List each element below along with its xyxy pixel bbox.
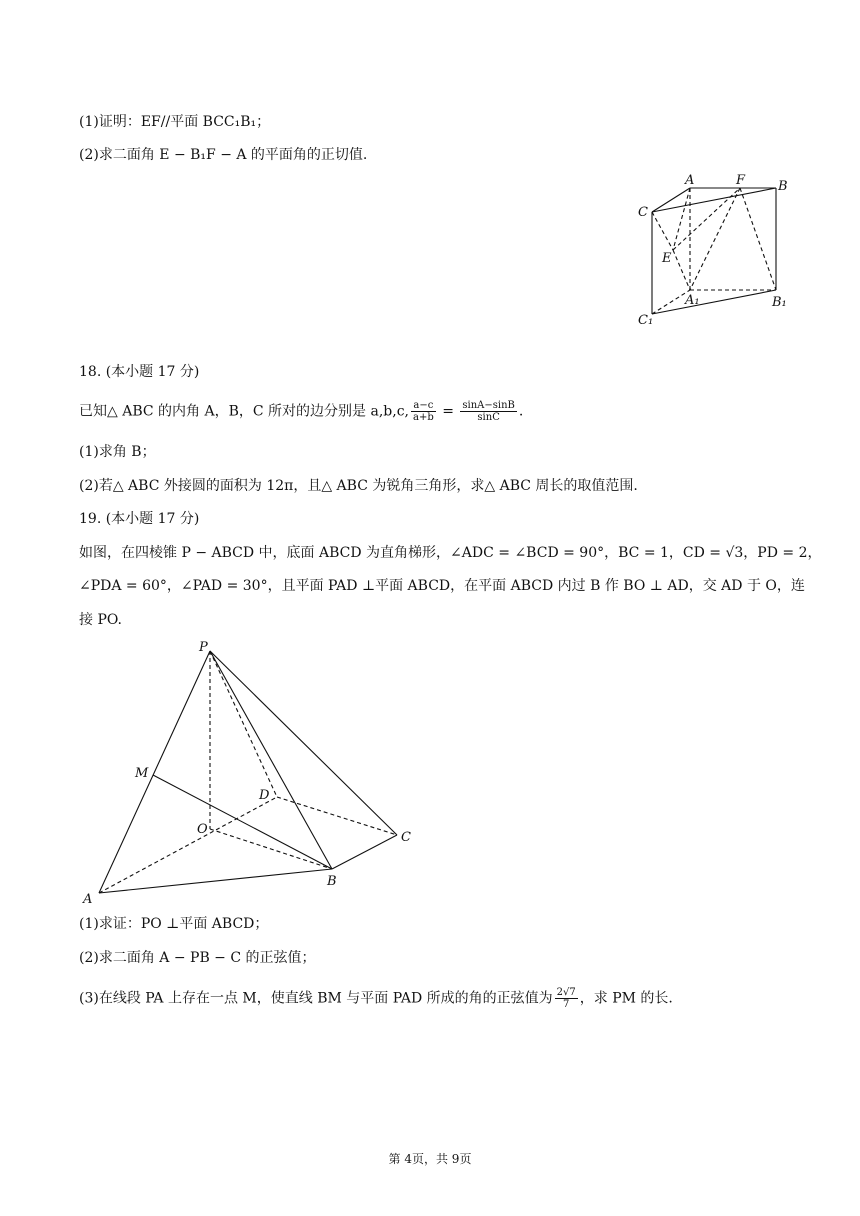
label-O: O [197,822,208,837]
label-F: F [736,173,746,188]
label-C: C [401,830,411,845]
q19-stem-line3: 接 PO. [79,612,122,628]
edge-BC [332,835,397,869]
q18-part2: (2)若△ ABC 外接圆的面积为 12π，且△ ABC 为锐角三角形，求△ ABC 周长的取值范围. [79,478,638,494]
edge-PD [210,651,277,797]
q19-part3: (3)在线段 PA 上存在一点 M，使直线 BM 与平面 PAD 所成的角的正弦值为 $\frac{2√7}{7}$ ，求 PM 的长. [79,987,673,1010]
label-B1: B₁ [772,295,787,310]
q19-part2: (2)求二面角 A − PB − C 的正弦值； [79,950,316,966]
q18-header: 18. (本小题 17 分) [79,364,200,380]
figure-pyramid [75,635,425,905]
edge-AB [99,869,332,893]
edge-PA [99,651,210,893]
label-C1: C₁ [638,313,654,328]
q18-part1: (1)求角 B； [79,444,156,460]
label-A: A [83,892,93,905]
q18-fraction-2: $\frac{\sin A-\sin B}{\sin C}$ [462,400,515,423]
edge-AD [99,797,277,893]
q18-stem-prefix: 已知△ ABC 的内角 A，B，C 所对的边分别是 a,b,c, [79,403,409,420]
q18-stem: 已知△ ABC 的内角 A，B，C 所对的边分别是 a,b,c, $\frac{a-c}{a+b}$ = $\frac{\sin A-\sin B}{\sin C}$ . [79,400,524,423]
figure-prism [630,172,795,332]
label-M: M [135,766,149,781]
q17-part2: (2)求二面角 E − B₁F − A 的平面角的正切值. [79,147,368,163]
edge-OB [210,829,332,869]
label-B: B [778,179,788,194]
q19-stem-line1: 如图，在四棱锥 P − ABCD 中，底面 ABCD 为直角梯形，∠ADC = ∠BCD = 90°，BC = 1，CD = √3，PD = 2， [79,545,822,561]
edge-PC [210,651,397,835]
label-P: P [199,640,208,655]
label-A1: A₁ [685,293,700,308]
page-footer: 第 4页，共 9页 [388,1152,472,1166]
edge-EF [673,188,740,250]
q19-part1: (1)求证：PO ⊥平面 ABCD； [79,916,269,932]
label-E: E [662,251,672,266]
q19-header: 19. (本小题 17 分) [79,511,200,527]
edge-PB [210,651,332,869]
label-C: C [638,205,648,220]
q19-fraction: $\frac{2√7}{7}$ [556,987,576,1010]
edge-EA1 [673,250,690,290]
label-A: A [685,173,695,188]
q17-part1: (1)证明：EF//平面 BCC₁B₁； [79,114,271,130]
q19-stem-line2: ∠PDA = 60°，∠PAD = 30°，且平面 PAD ⊥平面 ABCD，在平面 ABCD 内过 B 作 BO ⊥ AD，交 AD 于 O，连 [79,578,805,594]
q18-fraction-1: $\frac{a-c}{a+b}$ [413,400,434,423]
label-D: D [259,788,270,803]
edge-FB1 [740,188,776,290]
label-B: B [327,874,337,889]
edge-CE [652,212,673,250]
